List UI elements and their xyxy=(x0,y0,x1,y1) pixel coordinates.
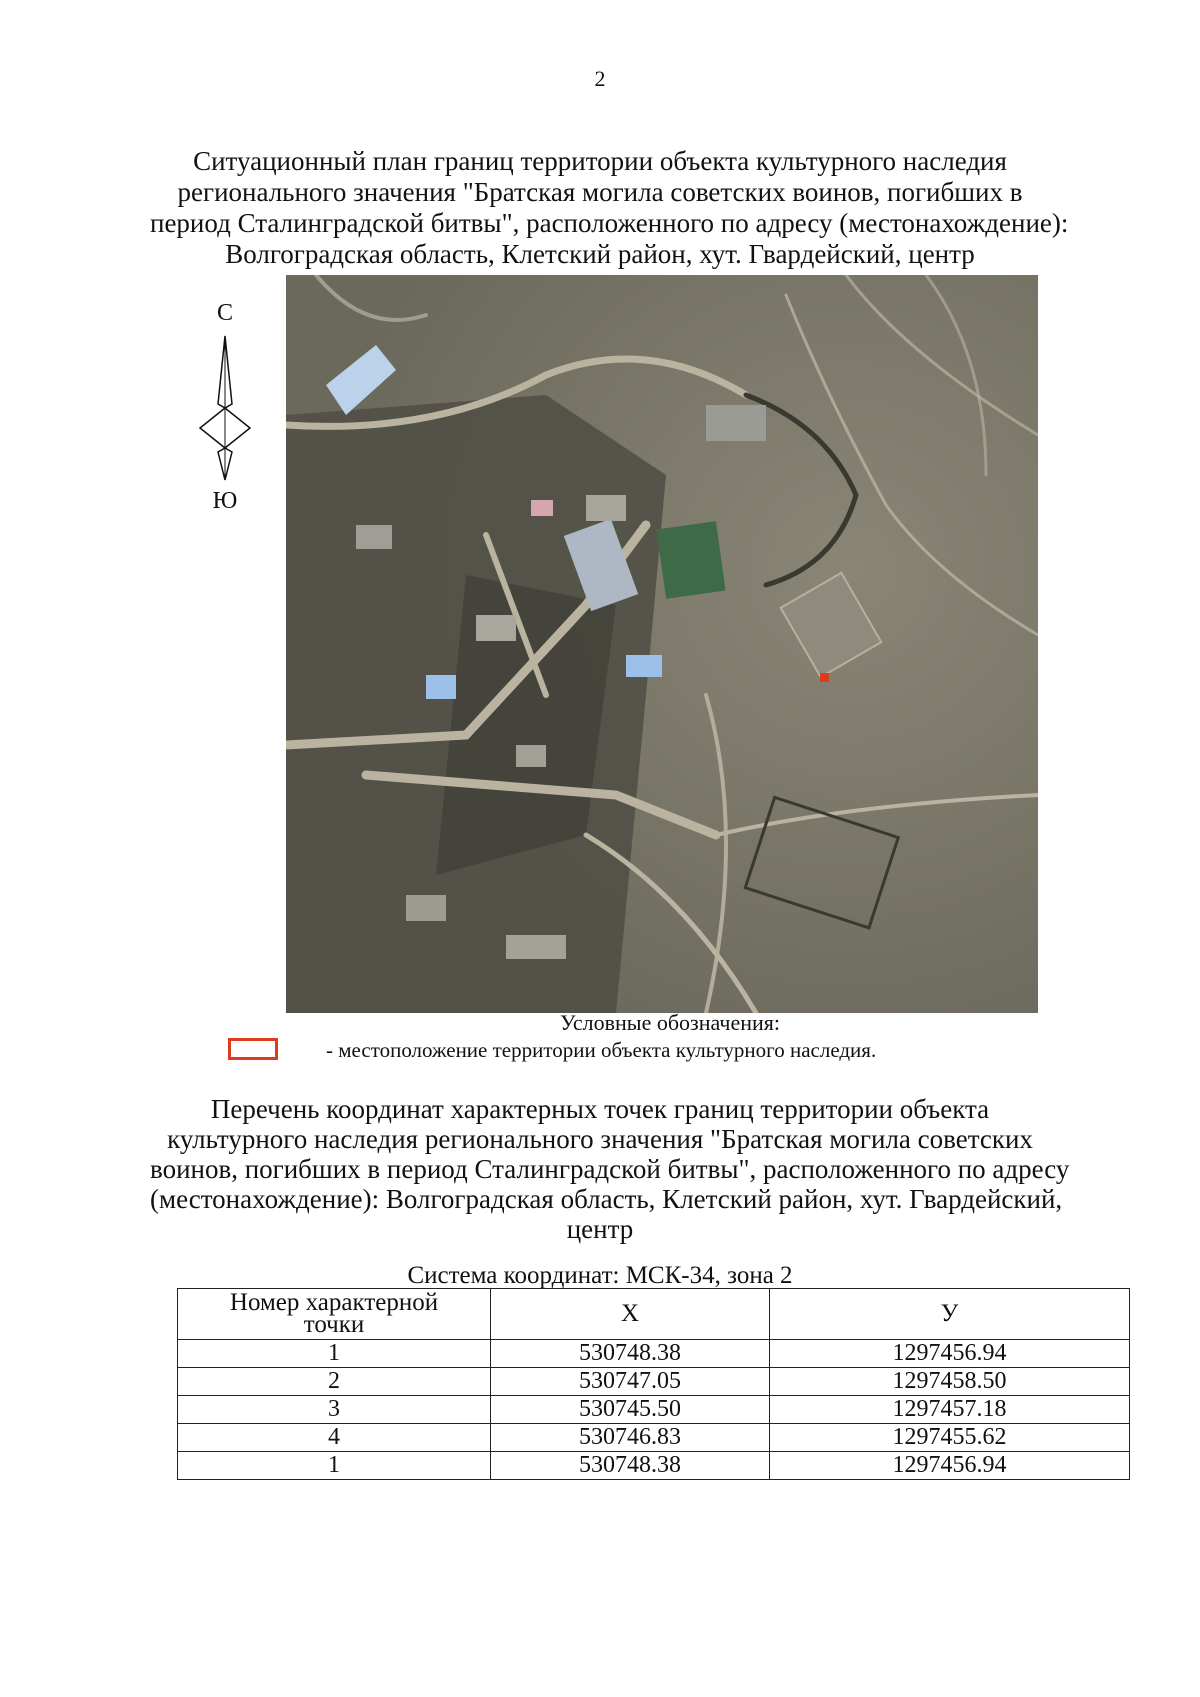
header-point-number xyxy=(178,1289,491,1340)
compass-arrow-icon xyxy=(190,300,260,520)
cell-y: 1297458.50 xyxy=(770,1368,1130,1396)
cell-y: 1297455.62 xyxy=(770,1424,1130,1452)
cell-x: 530748.38 xyxy=(491,1340,770,1368)
list-title-line: культурного наследия регионального значения "Братская могила советских xyxy=(167,1124,1033,1154)
plan-title-line: период Сталинградской битвы", расположенного по адресу (местонахождение): xyxy=(150,208,1069,238)
compass-north-label: С xyxy=(216,300,233,326)
cell-y: 1297456.94 xyxy=(770,1452,1130,1480)
compass-south-label: Ю xyxy=(212,488,238,514)
coordinates-list-title xyxy=(150,1094,1070,1244)
compass-rose-icon xyxy=(190,300,260,520)
cell-x: 530746.83 xyxy=(491,1424,770,1452)
monument-location-marker xyxy=(820,673,829,682)
plan-title-line: Волгоградская область, Клетский район, хут. Гвардейский, центр xyxy=(225,239,975,269)
cell-y: 1297457.18 xyxy=(770,1396,1130,1424)
coordinates-table xyxy=(177,1288,1130,1480)
coordinate-system-label: Система координат: МСК-34, зона 2 xyxy=(407,1262,793,1289)
cell-point: 1 xyxy=(178,1340,491,1368)
cell-x: 530745.50 xyxy=(491,1396,770,1424)
legend-item-text: - местоположение территории объекта культурного наследия. xyxy=(326,1038,877,1062)
table-header-row xyxy=(178,1289,1130,1340)
header-point-line: Номер характерной xyxy=(229,1289,439,1316)
legend-swatch xyxy=(228,1038,278,1060)
page-number: 2 xyxy=(594,66,606,91)
cell-y: 1297456.94 xyxy=(770,1340,1130,1368)
list-title-line: центр xyxy=(566,1214,634,1244)
cell-point: 3 xyxy=(178,1396,491,1424)
list-title-line: воинов, погибших в период Сталинградской битвы", расположенного по адресу xyxy=(150,1154,1070,1184)
table-row xyxy=(178,1368,1130,1396)
header-x: Х xyxy=(491,1289,770,1340)
plan-title-line: регионального значения "Братская могила советских воинов, погибших в xyxy=(177,177,1023,207)
list-title-line: Перечень координат характерных точек границ территории объекта xyxy=(210,1094,990,1124)
plan-title-line: Ситуационный план границ территории объекта культурного наследия xyxy=(193,146,1007,176)
cell-point: 2 xyxy=(178,1368,491,1396)
legend-title: Условные обозначения: xyxy=(559,1010,781,1035)
cell-x: 530747.05 xyxy=(491,1368,770,1396)
table-row xyxy=(178,1424,1130,1452)
header-y: У xyxy=(770,1289,1130,1340)
cell-point: 4 xyxy=(178,1424,491,1452)
table-row xyxy=(178,1452,1130,1480)
table-row xyxy=(178,1396,1130,1424)
cell-point: 1 xyxy=(178,1452,491,1480)
plan-title xyxy=(150,146,1069,270)
satellite-map xyxy=(286,275,1038,1013)
cell-x: 530748.38 xyxy=(491,1452,770,1480)
table-row xyxy=(178,1340,1130,1368)
header-point-line: точки xyxy=(303,1311,365,1338)
list-title-line: (местонахождение): Волгоградская область, Клетский район, хут. Гвардейский, xyxy=(150,1184,1063,1214)
